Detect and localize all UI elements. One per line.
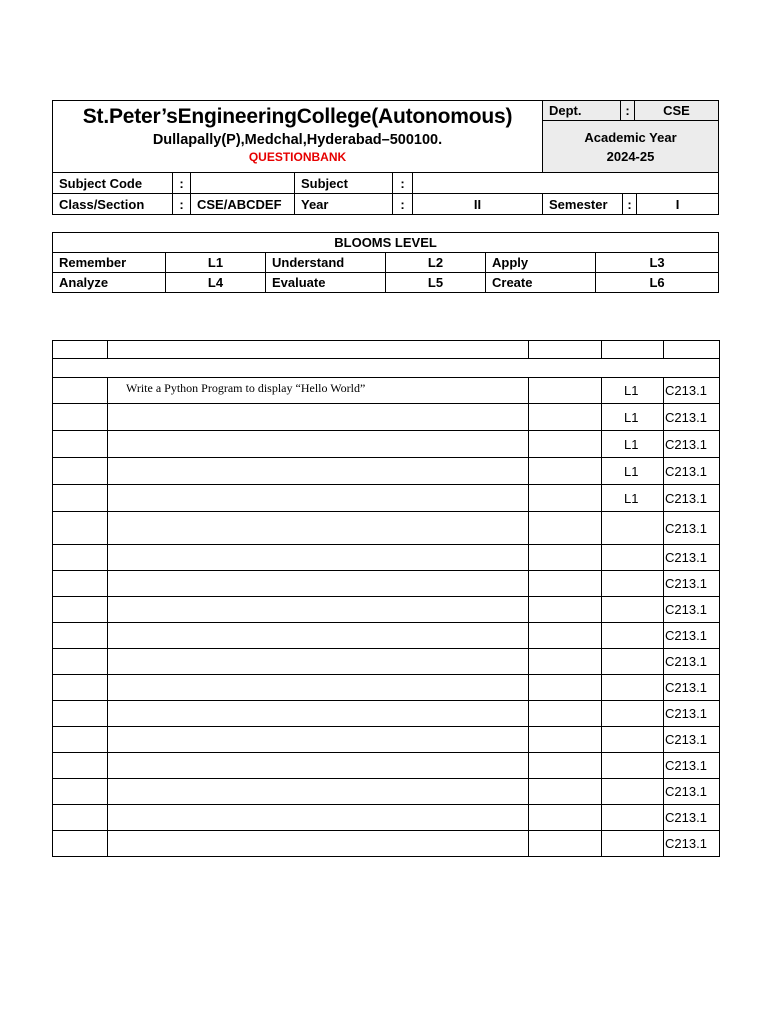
blooms-name: Create: [486, 273, 596, 293]
blooms-level-cell: [602, 701, 664, 727]
question-number: [53, 545, 108, 571]
blooms-level-cell: [602, 512, 664, 545]
marks-cell: [529, 458, 602, 485]
table-row: [53, 831, 720, 857]
question-number: [53, 404, 108, 431]
question-number: [53, 805, 108, 831]
blooms-level-cell: [602, 805, 664, 831]
table-row: [53, 571, 720, 597]
table-row: [53, 701, 720, 727]
course-outcome-cell: C213.1: [664, 831, 720, 857]
question-number: [53, 571, 108, 597]
blooms-row: [53, 253, 719, 273]
question-text: [108, 431, 529, 458]
blooms-level-cell: [602, 623, 664, 649]
course-outcome-cell: C213.1: [664, 727, 720, 753]
marks-cell: [529, 727, 602, 753]
course-outcome-cell: C213.1: [664, 431, 720, 458]
course-outcome-cell: C213.1: [664, 485, 720, 512]
course-outcome-cell: C213.1: [664, 701, 720, 727]
course-outcome-cell: C213.1: [664, 404, 720, 431]
header-cell: [664, 341, 720, 359]
questions-body: [53, 341, 720, 857]
question-number: [53, 831, 108, 857]
question-text: [108, 597, 529, 623]
academic-year-label: Academic Year: [584, 129, 677, 145]
separator: :: [393, 173, 413, 194]
question-number: [53, 675, 108, 701]
blooms-level: L1: [166, 253, 266, 273]
blooms-title: BLOOMS LEVEL: [53, 233, 719, 253]
course-outcome-cell: C213.1: [664, 623, 720, 649]
dept-label: Dept.: [543, 101, 621, 121]
question-text: [108, 727, 529, 753]
question-number: [53, 378, 108, 404]
question-text: [108, 701, 529, 727]
subject-code-label: Subject Code: [53, 173, 173, 194]
course-outcome-cell: C213.1: [664, 571, 720, 597]
dept-separator: :: [621, 101, 635, 121]
marks-cell: [529, 512, 602, 545]
course-outcome-cell: C213.1: [664, 675, 720, 701]
table-row: [53, 378, 720, 404]
class-section-label: Class/Section: [53, 194, 173, 215]
marks-cell: [529, 701, 602, 727]
question-text: [108, 545, 529, 571]
marks-cell: [529, 675, 602, 701]
question-text: [108, 458, 529, 485]
table-row: [53, 649, 720, 675]
header-cell: [602, 341, 664, 359]
college-title-block: [53, 101, 543, 173]
college-name: St.Peter’sEngineeringCollege(Autonomous): [82, 105, 513, 128]
semester-value: I: [637, 194, 719, 215]
blooms-level-cell: [602, 545, 664, 571]
blooms-name: Remember: [53, 253, 166, 273]
header-table: [52, 100, 719, 173]
college-address: Dullapally(P),Medchal,Hyderabad–500100.: [152, 132, 443, 148]
marks-cell: [529, 404, 602, 431]
marks-cell: [529, 623, 602, 649]
course-outcome-cell: C213.1: [664, 378, 720, 404]
course-outcome-cell: C213.1: [664, 545, 720, 571]
marks-cell: [529, 649, 602, 675]
blooms-level-table: [52, 232, 719, 293]
blooms-level-cell: [602, 675, 664, 701]
question-number: [53, 649, 108, 675]
year-value: II: [413, 194, 543, 215]
question-number: [53, 701, 108, 727]
header-cell: [108, 341, 529, 359]
blooms-level-cell: L1: [602, 378, 664, 404]
header-cell: [529, 341, 602, 359]
table-row: [53, 727, 720, 753]
marks-cell: [529, 779, 602, 805]
blooms-level-cell: L1: [602, 485, 664, 512]
question-number: [53, 512, 108, 545]
question-text: [108, 753, 529, 779]
blooms-level-cell: [602, 753, 664, 779]
separator: :: [623, 194, 637, 215]
question-number: [53, 485, 108, 512]
marks-cell: [529, 831, 602, 857]
question-text: Write a Python Program to display “Hello World”: [108, 378, 529, 404]
question-text: [108, 675, 529, 701]
course-outcome-cell: C213.1: [664, 649, 720, 675]
subject-value: [413, 173, 719, 194]
blooms-level-cell: [602, 831, 664, 857]
question-text: [108, 649, 529, 675]
table-row: [53, 805, 720, 831]
blooms-level-cell: L1: [602, 431, 664, 458]
question-text: [108, 831, 529, 857]
question-text: [108, 623, 529, 649]
academic-year-cell: [543, 121, 719, 173]
marks-cell: [529, 753, 602, 779]
blooms-level-cell: L1: [602, 458, 664, 485]
blooms-name: Analyze: [53, 273, 166, 293]
table-row: [53, 431, 720, 458]
table-row: [53, 675, 720, 701]
table-row: [53, 623, 720, 649]
blooms-level-cell: [602, 779, 664, 805]
course-outcome-cell: C213.1: [664, 458, 720, 485]
course-outcome-cell: C213.1: [664, 805, 720, 831]
question-text: [108, 779, 529, 805]
marks-cell: [529, 571, 602, 597]
marks-cell: [529, 378, 602, 404]
subject-code-value: [191, 173, 295, 194]
blooms-name: Evaluate: [266, 273, 386, 293]
course-outcome-cell: C213.1: [664, 753, 720, 779]
semester-label: Semester: [543, 194, 623, 215]
table-row: [53, 404, 720, 431]
table-row: [53, 545, 720, 571]
question-text: [108, 512, 529, 545]
dept-value: CSE: [635, 101, 719, 121]
question-number: [53, 623, 108, 649]
separator: :: [173, 173, 191, 194]
separator: :: [393, 194, 413, 215]
blooms-level: L4: [166, 273, 266, 293]
blooms-level-cell: [602, 727, 664, 753]
table-header-row: [53, 341, 720, 359]
marks-cell: [529, 805, 602, 831]
questions-table: [52, 340, 720, 857]
marks-cell: [529, 545, 602, 571]
subject-label: Subject: [295, 173, 393, 194]
question-text: [108, 805, 529, 831]
blooms-level-cell: [602, 649, 664, 675]
marks-cell: [529, 431, 602, 458]
question-number: [53, 431, 108, 458]
blooms-level-cell: [602, 597, 664, 623]
table-row: [53, 458, 720, 485]
course-outcome-cell: C213.1: [664, 597, 720, 623]
blooms-name: Apply: [486, 253, 596, 273]
class-section-value: CSE/ABCDEF: [191, 194, 295, 215]
section-cell: [53, 359, 720, 378]
question-number: [53, 727, 108, 753]
table-row: [53, 512, 720, 545]
course-outcome-cell: C213.1: [664, 779, 720, 805]
question-number: [53, 753, 108, 779]
question-text: [108, 404, 529, 431]
table-row: [53, 485, 720, 512]
blooms-level-cell: [602, 571, 664, 597]
academic-year-value: 2024-25: [606, 148, 655, 164]
blooms-row: [53, 273, 719, 293]
marks-cell: [529, 597, 602, 623]
table-row: [53, 753, 720, 779]
blooms-level: L2: [386, 253, 486, 273]
blooms-level: L5: [386, 273, 486, 293]
question-number: [53, 597, 108, 623]
blooms-level-cell: L1: [602, 404, 664, 431]
separator: :: [173, 194, 191, 215]
question-text: [108, 571, 529, 597]
question-number: [53, 779, 108, 805]
question-number: [53, 458, 108, 485]
table-row: [53, 779, 720, 805]
blooms-level: L3: [596, 253, 719, 273]
question-text: [108, 485, 529, 512]
subject-info-table: [52, 172, 719, 215]
section-row: [53, 359, 720, 378]
marks-cell: [529, 485, 602, 512]
document-type: QUESTIONBANK: [248, 150, 347, 164]
blooms-name: Understand: [266, 253, 386, 273]
course-outcome-cell: C213.1: [664, 512, 720, 545]
year-label: Year: [295, 194, 393, 215]
table-row: [53, 597, 720, 623]
blooms-level: L6: [596, 273, 719, 293]
header-cell: [53, 341, 108, 359]
